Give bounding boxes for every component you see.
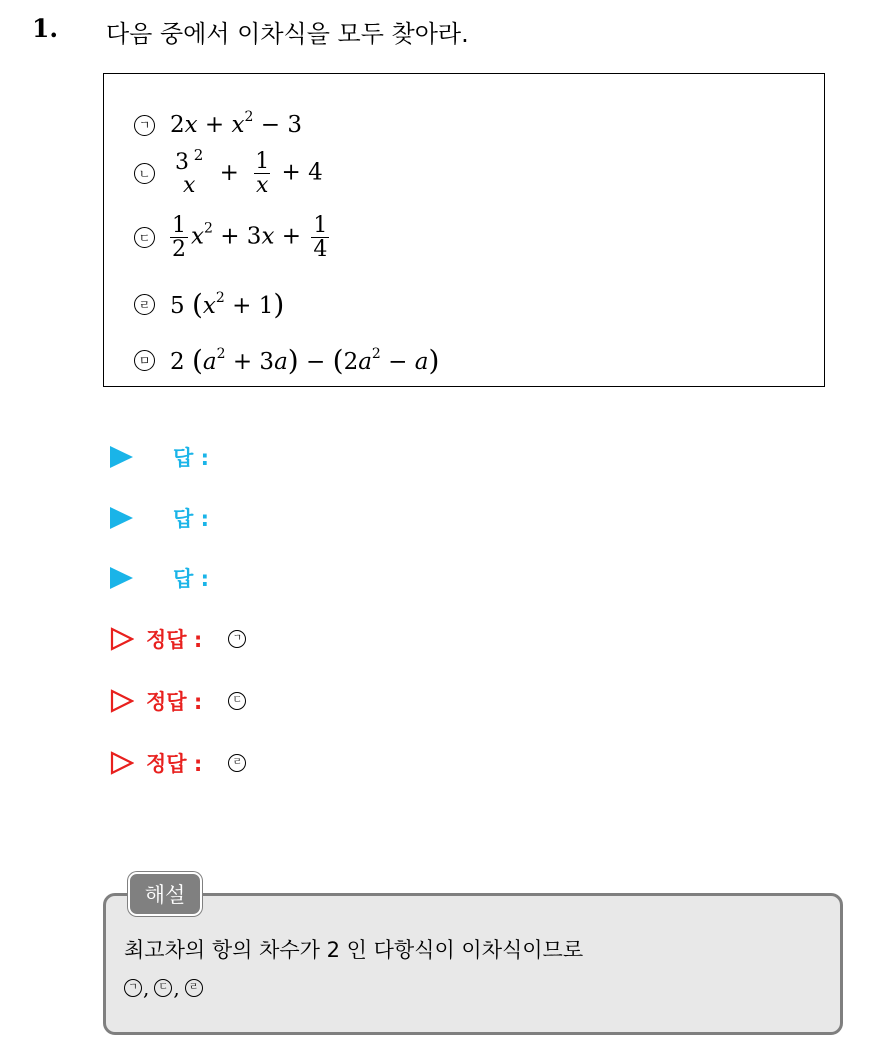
correct-answer-label: 정답 : [146,752,203,776]
triangle-outline-icon [110,751,134,775]
triangle-outline-icon [110,627,134,651]
option-5 [134,344,439,377]
option-marker: ㄱ [134,115,155,136]
separator: , [173,976,180,1000]
explanation-marker: ㄱ [124,979,142,997]
question-text: 다음 중에서 이차식을 모두 찾아라. [106,20,469,48]
option-marker: ㄹ [134,294,155,315]
option-expression: 5 $(x^2 + 1)$ [170,288,285,321]
option-2 [134,145,323,199]
correct-answer-marker: ㄱ [228,630,246,648]
option-3 [134,214,332,261]
correct-answer-2 [110,686,246,716]
option-marker: ㄴ [134,163,155,184]
correct-answer-marker: ㄹ [228,754,246,772]
answer-prompt-1 [110,442,209,472]
explanation-box [103,893,843,1035]
explanation-marker: ㄷ [154,979,172,997]
option-expression: 2 $(a^2 + 3a) - (2a^2 - a)$ [170,344,440,377]
correct-answer-marker: ㄷ [228,692,246,710]
explanation-marker: ㄹ [185,979,203,997]
answer-prompt-label: 답 : [173,507,209,531]
option-expression: 3 $^2$ x + $\frac{1}{x}$ + 4 [175,145,323,199]
answer-prompt-label: 답 : [173,446,209,470]
option-marker: ㄷ [134,227,155,248]
play-arrow-icon [110,446,133,468]
question-number: 1. [32,14,59,43]
play-arrow-icon [110,567,133,589]
options-box [103,73,825,387]
triangle-outline-icon [110,689,134,713]
explanation-text: 최고차의 항의 차수가 2 인 다항식이 이차식이므로 [124,938,584,962]
correct-answer-3 [110,748,246,778]
option-expression: $\frac{1}{2}$ $x^2 + 3x$ + $\frac{1}{4}$ [172,213,328,263]
correct-answer-1 [110,624,246,654]
option-1 [134,109,302,138]
answer-prompt-2 [110,503,209,533]
play-arrow-icon [110,507,133,529]
explanation-tag: 해설 [128,872,202,916]
option-expression: $2x + x^2 - 3$ [170,109,302,138]
explanation-answer-list [124,976,203,1000]
correct-answer-label: 정답 : [146,628,203,652]
option-marker: ㅁ [134,350,155,371]
answer-prompt-label: 답 : [173,567,209,591]
separator: , [143,976,150,1000]
option-4 [134,288,284,321]
correct-answer-label: 정답 : [146,690,203,714]
answer-prompt-3 [110,563,209,593]
